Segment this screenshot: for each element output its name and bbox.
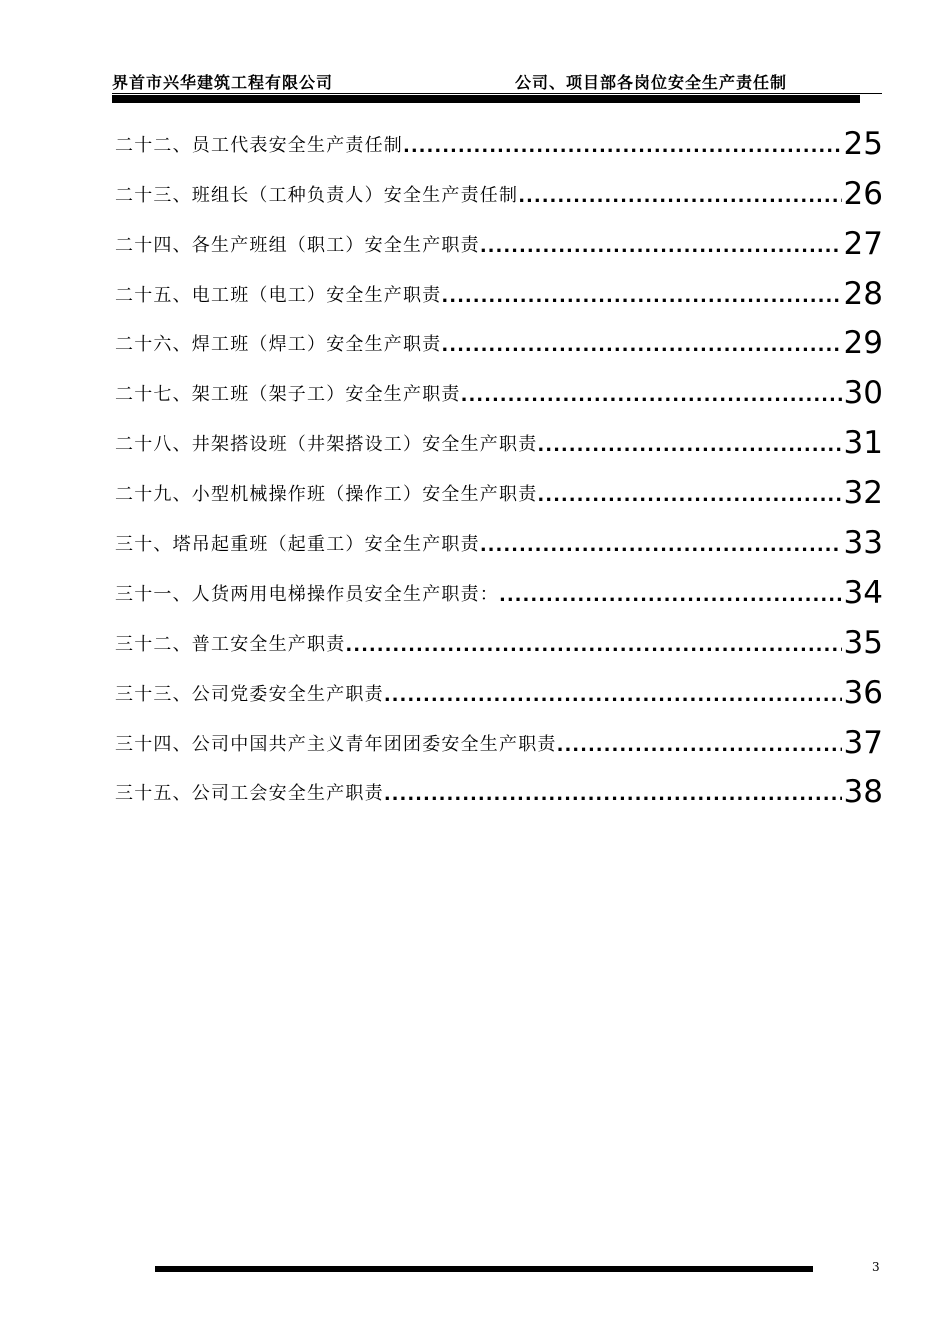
toc-entry-page: 35 bbox=[843, 624, 883, 661]
toc-entry-title: 三十二、普工安全生产职责 bbox=[115, 633, 346, 655]
toc-entry[interactable] bbox=[115, 214, 883, 264]
toc-dot-leader bbox=[537, 485, 841, 513]
toc-entry-title: 二十六、焊工班（焊工）安全生产职责 bbox=[115, 334, 442, 356]
toc-dot-leader bbox=[384, 784, 842, 812]
toc-entry-page: 37 bbox=[843, 724, 883, 761]
toc-entry-page: 26 bbox=[843, 175, 883, 212]
header-divider-thin bbox=[112, 93, 882, 94]
toc-entry[interactable] bbox=[115, 413, 883, 463]
toc-dot-leader bbox=[384, 685, 842, 713]
toc-entry-page: 38 bbox=[843, 774, 883, 811]
page-header bbox=[112, 66, 882, 96]
toc-entry-page: 25 bbox=[843, 125, 883, 162]
toc-entry-title: 二十二、员工代表安全生产责任制 bbox=[115, 134, 403, 156]
toc-dot-leader bbox=[345, 635, 841, 663]
toc-entry-title: 二十九、小型机械操作班（操作工）安全生产职责 bbox=[115, 484, 538, 506]
toc-dot-leader bbox=[518, 186, 841, 214]
toc-entry-page: 30 bbox=[843, 375, 883, 412]
toc-entry[interactable] bbox=[115, 563, 883, 613]
toc-dot-leader bbox=[441, 335, 841, 363]
toc-entry-title: 三十一、人货两用电梯操作员安全生产职责： bbox=[115, 583, 499, 605]
toc-entry-page: 34 bbox=[843, 574, 883, 611]
toc-dot-leader bbox=[403, 136, 842, 164]
toc-entry-page: 27 bbox=[843, 225, 883, 262]
toc-entry-page: 28 bbox=[843, 275, 883, 312]
footer-divider bbox=[155, 1266, 813, 1272]
toc-dot-leader bbox=[461, 385, 842, 413]
toc-dot-leader bbox=[499, 585, 842, 613]
toc-dot-leader bbox=[480, 535, 842, 563]
toc-entry[interactable] bbox=[115, 164, 883, 214]
toc-entry-page: 36 bbox=[843, 674, 883, 711]
toc-entry[interactable] bbox=[115, 314, 883, 364]
toc-entry-title: 三十四、公司中国共产主义青年团团委安全生产职责 bbox=[115, 733, 557, 755]
toc-entry-title: 三十五、公司工会安全生产职责 bbox=[115, 783, 384, 805]
toc-entry-page: 32 bbox=[843, 475, 883, 512]
toc-entry-title: 二十八、井架搭设班（井架搭设工）安全生产职责 bbox=[115, 434, 538, 456]
toc-entry-title: 二十五、电工班（电工）安全生产职责 bbox=[115, 284, 442, 306]
toc-entry-page: 29 bbox=[843, 325, 883, 362]
header-divider-thick bbox=[112, 95, 860, 103]
toc-entry-page: 33 bbox=[843, 525, 883, 562]
toc-entry[interactable] bbox=[115, 114, 883, 164]
toc-entry[interactable] bbox=[115, 463, 883, 513]
company-name: 界首市兴华建筑工程有限公司 bbox=[112, 73, 334, 92]
document-title: 公司、项目部各岗位安全生产责任制 bbox=[515, 73, 788, 92]
toc-entry[interactable] bbox=[115, 513, 883, 563]
toc-entry-title: 二十四、各生产班组（职工）安全生产职责 bbox=[115, 234, 480, 256]
toc-entry-page: 31 bbox=[843, 425, 883, 462]
toc-entry[interactable] bbox=[115, 763, 883, 813]
toc-entry-title: 三十三、公司党委安全生产职责 bbox=[115, 683, 384, 705]
toc-entry-title: 二十七、架工班（架子工）安全生产职责 bbox=[115, 384, 461, 406]
toc-dot-leader bbox=[557, 735, 842, 763]
toc-entry-title: 三十、塔吊起重班（起重工）安全生产职责 bbox=[115, 534, 480, 556]
toc-dot-leader bbox=[480, 236, 842, 264]
toc-entry[interactable] bbox=[115, 363, 883, 413]
toc-entry[interactable] bbox=[115, 713, 883, 763]
toc-dot-leader bbox=[441, 286, 841, 314]
toc-entry[interactable] bbox=[115, 663, 883, 713]
toc-entry[interactable] bbox=[115, 264, 883, 314]
toc-entry[interactable] bbox=[115, 613, 883, 663]
table-of-contents bbox=[115, 114, 883, 812]
toc-dot-leader bbox=[537, 435, 841, 463]
page-number: 3 bbox=[872, 1260, 880, 1274]
toc-entry-title: 二十三、班组长（工种负责人）安全生产责任制 bbox=[115, 184, 519, 206]
